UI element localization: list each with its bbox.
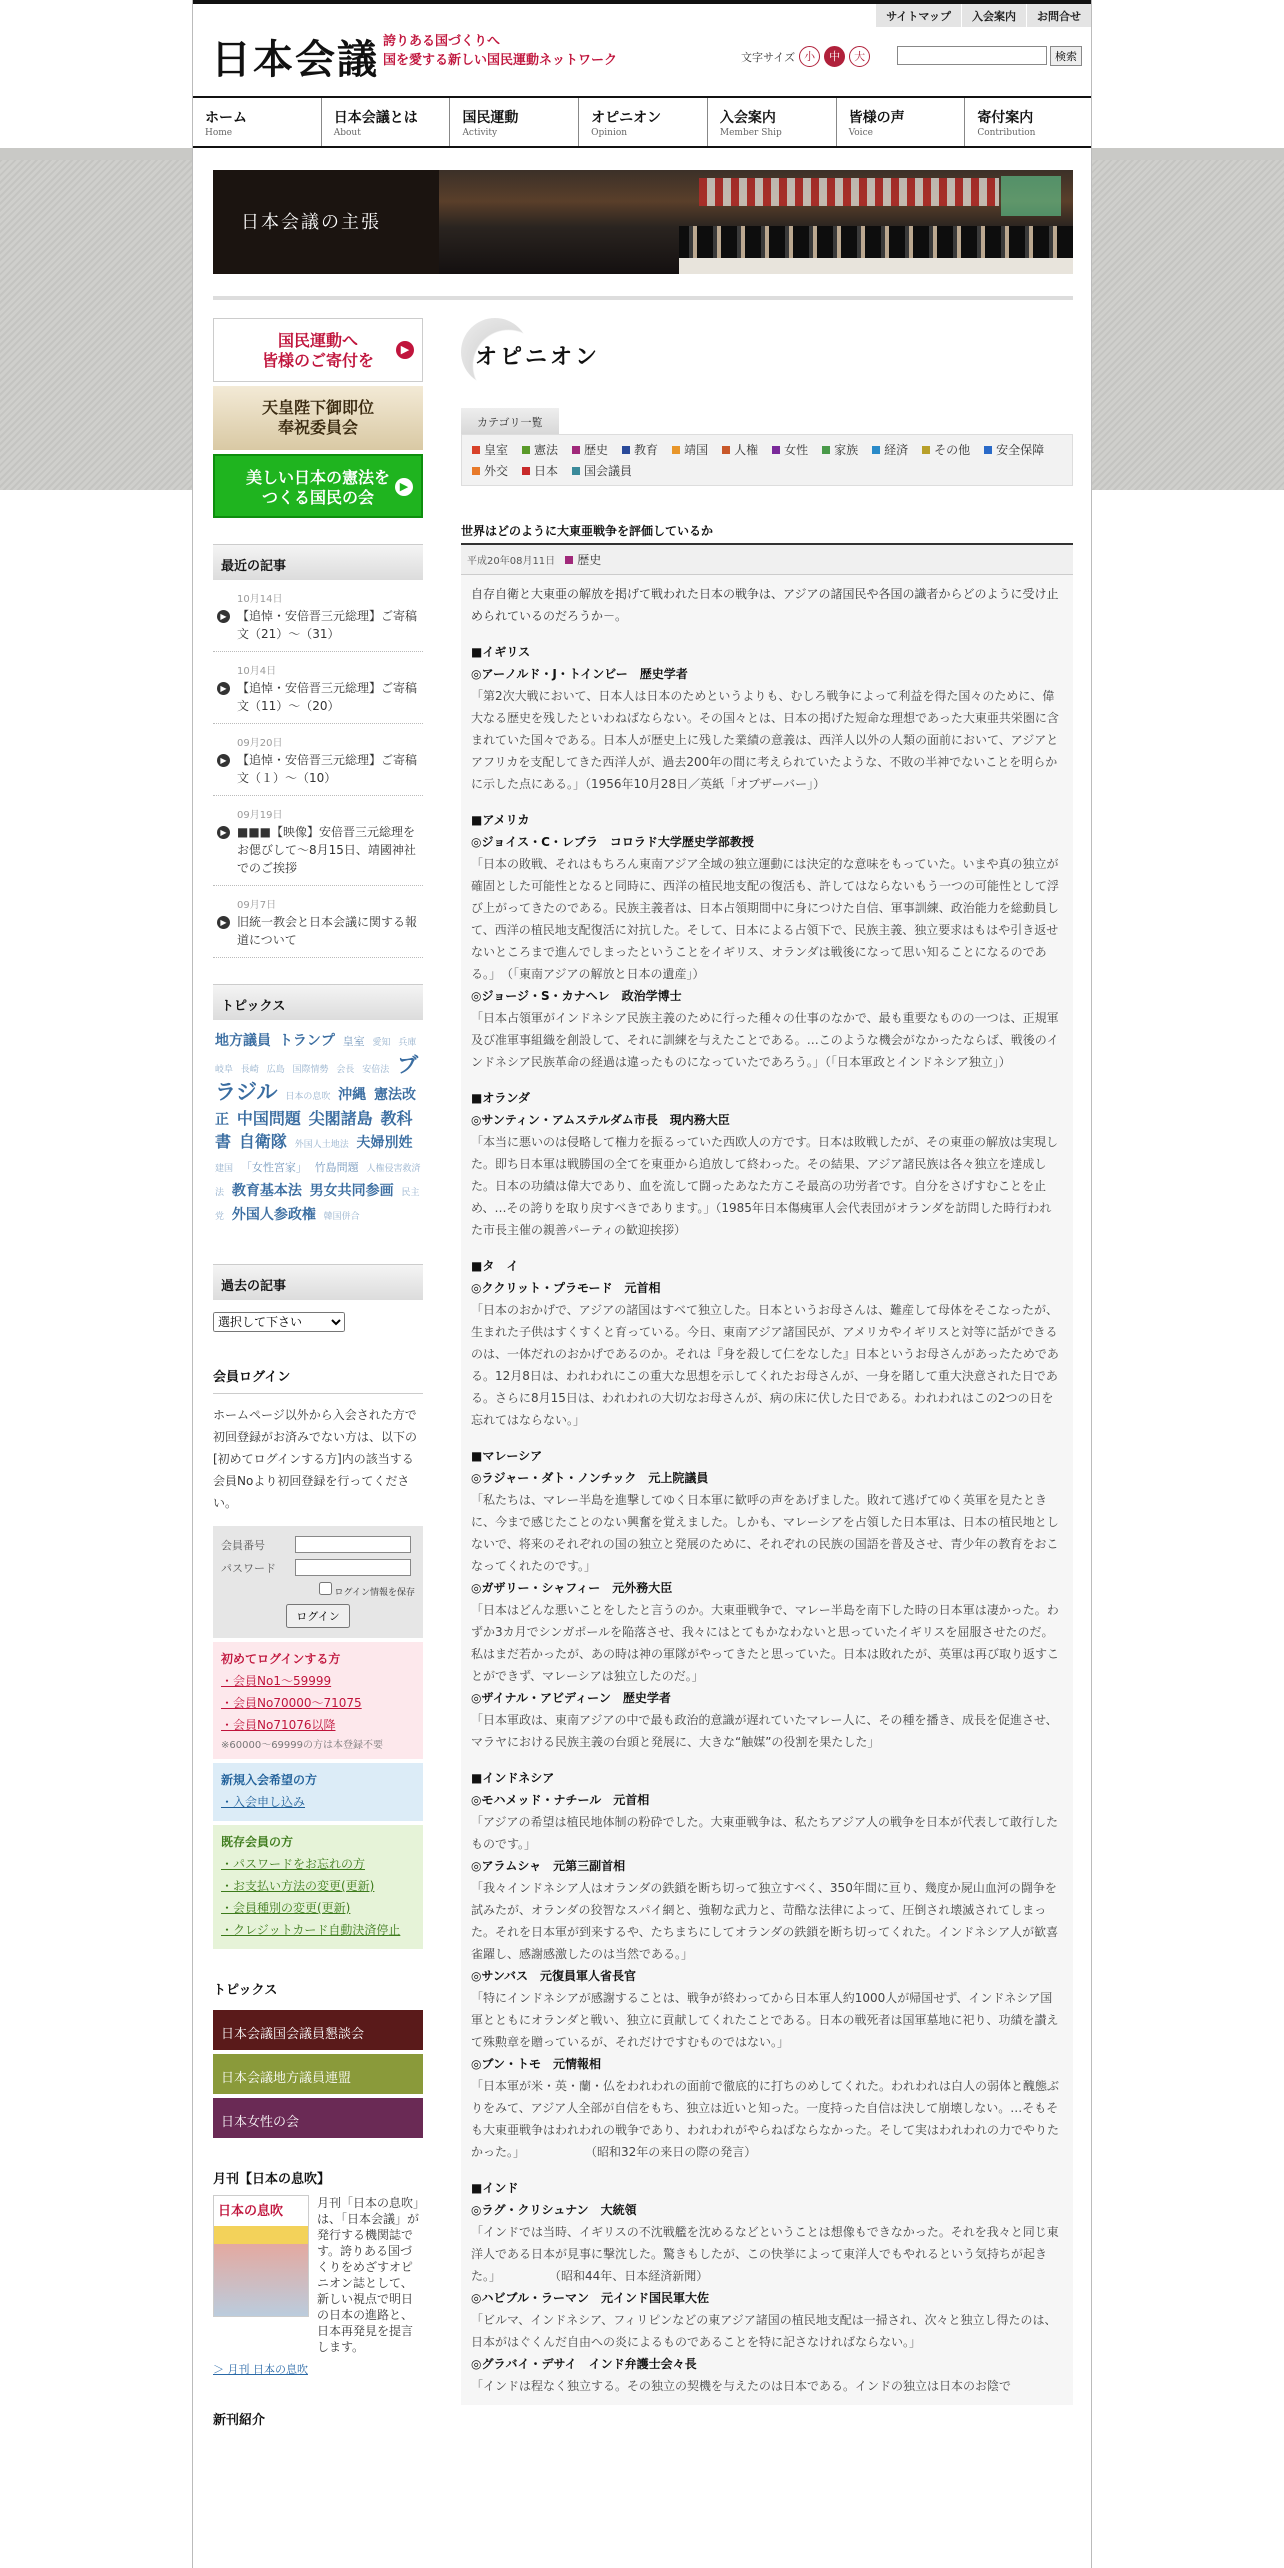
person-name: ◎ブン・トモ 元情報相: [471, 2057, 601, 2071]
quote-text: 「私たちは、マレー半島を進撃してゆく日本軍に歓呼の声をあげました。敗れて逃げてゆく英軍を見たときに、今まで感じたことのない興奮を覚えました。しかも、マレーシアを占領した日本軍は、日本の植民地としないで、将来のそれぞれの国の独立と発展のために、それぞれの民族の国語を普及させ、青少年の教育をおこなってくれたのです。」: [471, 1493, 1059, 1573]
category-item[interactable]: [522, 462, 558, 479]
topic-tag[interactable]: 教科書: [215, 1109, 413, 1151]
nav-sublabel: About: [333, 128, 361, 138]
new-member-box: [213, 1763, 423, 1821]
nav-activity[interactable]: [450, 98, 579, 146]
magazine-cover-title: 日本の息吹: [218, 2204, 284, 2219]
past-archive-select[interactable]: [213, 1312, 345, 1332]
sidebar: [213, 318, 423, 2428]
magazine-link[interactable]: ＞ 月刊 日本の息吹: [213, 2363, 308, 2376]
magazine-heading: 月刊【日本の息吹】: [213, 2172, 331, 2187]
arrow-circle-icon: ▶: [217, 916, 230, 929]
banner-line: つくる国民の会: [261, 488, 374, 507]
topic-tag[interactable]: 皇室: [342, 1035, 365, 1048]
member-id-label: 会員番号: [221, 1538, 265, 1552]
nav-sublabel: Activity: [462, 128, 498, 138]
login-description: ホームページ以外から入会された方で初回登録がお済みでない方は、以下の[初めてログインする方]内の該当する会員Noより初回登録を行ってください。: [213, 1408, 418, 1510]
nav-label: 入会案内: [719, 110, 776, 126]
category-square-icon: [672, 446, 680, 454]
category-square-icon: [522, 446, 530, 454]
topic-tag[interactable]: 外国人土地法: [294, 1140, 349, 1150]
page: [192, 0, 1092, 2568]
donation-banner[interactable]: [213, 318, 423, 382]
recent-item[interactable]: [213, 652, 423, 724]
first-login-link[interactable]: ・会員No71076以降: [221, 1718, 336, 1732]
apply-link[interactable]: ・入会申し込み: [221, 1795, 306, 1809]
nav-label: 皆様の声: [848, 110, 905, 126]
banner-line: 天皇陛下御即位: [261, 398, 374, 417]
person-name: ◎ラジャー・ダト・ノンチック 元上院議員: [471, 1471, 709, 1485]
tagline-line-2: 国を愛する新しい国民運動ネットワーク: [383, 53, 618, 68]
nav-contribution[interactable]: [965, 98, 1092, 146]
country-heading: ■マレーシア: [471, 1449, 543, 1463]
main-nav: [193, 96, 1092, 148]
nav-sublabel: Opinion: [591, 128, 628, 138]
category-label: 教育: [634, 443, 659, 457]
quote-text: 「日本の敗戦、それはもちろん東南アジア全域の独立運動には決定的な意味をもっていた。いまや真の独立が確固とした可能性となると同時に、西洋の植民地支配の復活も、許してはならないもう一つの可能性として浮び上がってきたのである。民族主義者は、日本占領期間中に身につけた自信、軍事訓練、政治能力を総動員して、西洋の植民地支配復活に対抗した。そして、日本による占領下で、民族主義、独立要求はもはや引き返せないところまで進んでしまったということをイギリス、オランダは戦後になって思い知ることになるのである。」 （「東南アジアの解放と日本の遺産」）: [471, 857, 1060, 981]
contact-link[interactable]: お問合せ: [1026, 4, 1091, 27]
recent-date: 10月14日: [237, 594, 283, 605]
nav-voice[interactable]: [837, 98, 966, 146]
category-label: 外交: [484, 464, 509, 478]
category-square-icon: [522, 467, 530, 475]
search-form: [897, 46, 1082, 66]
quote-text: 「我々インドネシア人はオランダの鉄鎖を断ち切って独立すべく、350年間に亘り、幾度か屍山血河の闘争を試みたが、オランダの狡智なスパイ網と、強靭な武力と、苛酷な法律によって、圧倒され壊滅されてしまった。それを日本軍が到来するや、たちまちにしてオランダの鉄鎖を断ち切ってくれた。インドネシア人が歓喜雀躍し、感謝感激したのは当然である。」: [471, 1881, 1059, 1961]
recent-item[interactable]: [213, 886, 423, 958]
category-label: 国会議員: [584, 464, 633, 478]
topic-banner-diet[interactable]: 日本会議国会議員懇談会: [213, 2010, 423, 2050]
search-input[interactable]: [897, 46, 1047, 65]
topics2: [213, 1979, 423, 2138]
category-square-icon: [722, 446, 730, 454]
quote-text: 「ビルマ、インドネシア、フィリピンなどの東アジア諸国の植民地支配は一掃され、次々と独立し得たのは、日本がはぐくんだ自由への炎によるものであることを特に記さなければならない。」: [471, 2313, 1057, 2349]
login-heading: 会員ログイン: [213, 1366, 423, 1394]
page-title: オピニオン: [475, 343, 601, 370]
constitution-banner[interactable]: [213, 454, 423, 518]
quote-text: 「第2次大戦において、日本人は日本のためというよりも、むしろ戦争によって利益を得た国々のために、偉大なる歴史を残したといわねばならない。その国々とは、日本の掲げた短命な理想であった大東亜共栄圏に含まれていた国々である。日本人が歴史上に残した業績の意義は、西洋人以外の人類の面前において、アジアとアフリカを支配してきた西洋人が、過去200年の間に考えられていたような、不敗の半神でないことを明らかに示した点にある。」（1956年10月28日／英紙「オブザーバー」）: [471, 689, 1059, 791]
first-login-heading: 初めてログインする方: [221, 1652, 341, 1666]
quote-text: 「日本占領軍がインドネシア民族主義のために行った種々の仕事のなかで、最も重要なものの一つは、正規軍及び准軍事組織を創設して、それに訓練を与えたことである。…このような機会がなかったならば、戦後のインドネシア民族革命の経過は違ったものになっていたであろう。」（「日本軍政とインドネシア独立」）: [471, 1011, 1059, 1069]
nav-about[interactable]: [322, 98, 451, 146]
nav-opinion[interactable]: [579, 98, 708, 146]
topic-tag[interactable]: 広島: [266, 1065, 285, 1075]
category-item[interactable]: [472, 441, 508, 458]
password-input[interactable]: [295, 1559, 411, 1576]
existing-member-heading: 既存会員の方: [221, 1835, 294, 1849]
magazine-cover[interactable]: [213, 2195, 309, 2317]
person-name: ◎サンティン・アムステルダム市長 現内務大臣: [471, 1113, 730, 1127]
utility-nav: [875, 4, 1091, 27]
topic-cloud: [213, 1020, 423, 1238]
category-item[interactable]: [622, 441, 658, 458]
quote-text: 「特にインドネシアが感謝することは、戦争が終わってから日本軍人約1000人が帰国せず、インドネシア国軍とともにオランダと戦い、独立に貢献してくれたことである。日本の戦死者は国軍墓地に祀り、功績を讃えて殊勲章を贈っているが、それだけですむものではない。」: [471, 1991, 1059, 2049]
category-item[interactable]: [522, 441, 558, 458]
first-login-note: ※60000～69999の方は本登録不要: [221, 1740, 384, 1751]
magazine-description: 月刊「日本の息吹」は、「日本会議」が発行する機関誌です。誇りある国づくりをめざすオピニオン誌として、新しい視点で明日の日本の進路と、日本再発見を提言します。: [317, 2196, 420, 2354]
person-name: ◎ククリット・プラモード 元首相: [471, 1281, 661, 1295]
category-label: 家族: [834, 443, 859, 457]
category-item[interactable]: [984, 441, 1044, 458]
recent-date: 09月19日: [237, 810, 283, 821]
country-heading: ■アメリカ: [471, 813, 530, 827]
topic-tag[interactable]: 沖縄: [338, 1087, 367, 1103]
existing-member-link[interactable]: ・会員種別の変更(更新): [221, 1901, 351, 1915]
category-tab[interactable]: カテゴリ一覧: [461, 408, 559, 434]
category-item[interactable]: [922, 441, 970, 458]
category-label: その他: [934, 443, 971, 457]
category-item[interactable]: [822, 441, 858, 458]
category-square-icon: [622, 446, 630, 454]
site-logo[interactable]: 日本会議: [211, 36, 379, 83]
category-square-icon: [572, 446, 580, 454]
remember-label: ログイン情報を保存: [334, 1588, 415, 1598]
category-square-icon: [822, 446, 830, 454]
magazine-block: [213, 2195, 423, 2355]
category-square-icon: [472, 446, 480, 454]
recent-item[interactable]: [213, 580, 423, 652]
nav-sublabel: Voice: [848, 128, 873, 138]
topic-tag[interactable]: 韓国併合: [323, 1212, 360, 1222]
category-label: 女性: [784, 443, 809, 457]
recent-date: 10月4日: [237, 666, 277, 677]
recent-title[interactable]: 【追悼・安倍晋三元総理】ご寄稿文（11）～（20）: [237, 681, 418, 713]
login-form: [213, 1526, 423, 1638]
person-name: ◎グラバイ・デサイ インド弁護士会々長: [471, 2357, 697, 2371]
first-login-link[interactable]: ・会員No1～59999: [221, 1674, 332, 1688]
opinion-header: [461, 318, 1073, 392]
topic-tag[interactable]: 「女性宮家」: [240, 1161, 307, 1174]
topic-tag[interactable]: 岐阜: [215, 1065, 234, 1075]
article-category-label: 歴史: [577, 553, 602, 567]
category-item[interactable]: [572, 441, 608, 458]
hero-title: 日本会議の主張: [241, 212, 381, 233]
quote-text: 「インドでは当時、イギリスの不沈戦艦を沈めるなどということは想像もできなかった。それを我々と同じ東洋人である日本が見事に撃沈した。驚きもしたが、この快挙によって東洋人でもやれるという気持ちが起きた。」 （昭和44年、日本経済新聞）: [471, 2225, 1059, 2283]
font-size-large-button[interactable]: 大: [849, 46, 870, 67]
topic-tag[interactable]: トランプ: [278, 1033, 335, 1049]
category-item[interactable]: [672, 441, 708, 458]
category-label: 日本: [534, 464, 559, 478]
topic-tag[interactable]: 会長: [336, 1065, 355, 1075]
topic-tag[interactable]: 長崎: [240, 1065, 259, 1075]
category-square-icon: [572, 467, 580, 475]
article-meta: [461, 545, 1073, 575]
person-name: ◎ジョージ・S・カナヘレ 政治学博士: [471, 989, 682, 1003]
quote-text: 「本当に悪いのは侵略して権力を振るっていた西欧人の方です。日本は敗戦したが、その東亜の解放は実現した。即ち日本軍は戦勝国の全てを東亜から追放して終わった。その結果、アジア諸民族は各々独立を達成した。日本の功績は偉大であり、血を流して闘ったあなた方こそ最高の功労者です。自分をさげすむことを止め、…その誇りを取り戻すべきであります。」（1985年日本傷痍軍人会代表団がオランダを訪問した時行われた市長主催の親善パーティの歓迎挨拶）: [471, 1135, 1059, 1237]
banner-line: 美しい日本の憲法を: [245, 468, 390, 487]
nav-home[interactable]: [193, 98, 322, 146]
topic-tag[interactable]: 教育基本法: [231, 1183, 302, 1199]
person-name: ◎アーノルド・J・トインビー 歴史学者: [471, 667, 688, 681]
font-size-medium-button[interactable]: 中: [824, 46, 845, 67]
person-name: ◎ジョイス・C・レブラ コロラド大学歴史学部教授: [471, 835, 754, 849]
category-square-icon: [984, 446, 992, 454]
quote-text: 「日本のおかげで、アジアの諸国はすべて独立した。日本というお母さんは、難産して母体をそこなったが、生まれた子供はすくすくと育っている。今日、東南アジア諸国民が、アメリカやイギリスと対等に話ができるのは、一体だれのおかげであるのか。それは『身を殺して仁をなした』日本というお母さんがあったためである。12月8日は、われわれにこの重大な思想を示してくれたお母さんが、一身を賭して重大決意された日である。さらに8月15日は、われわれの大切なお母さんが、病の床に伏した日である。われわれはこの2つの日を忘れてはならない。」: [471, 1303, 1059, 1427]
quote-text: 「アジアの希望は植民地体制の粉砕でした。大東亜戦争は、私たちアジア人の戦争を日本が代表して敢行したものです。」: [471, 1815, 1059, 1851]
topics2-heading: トピックス: [213, 1983, 278, 1998]
person-name: ◎ザイナル・アビディーン 歴史学者: [471, 1691, 671, 1705]
nav-label: 寄付案内: [977, 110, 1034, 126]
existing-member-link[interactable]: ・パスワードをお忘れの方: [221, 1857, 366, 1871]
recent-item[interactable]: [213, 724, 423, 796]
category-square-icon: [872, 446, 880, 454]
topic-tag[interactable]: 地方議員: [215, 1033, 271, 1049]
country-heading: ■インド: [471, 2181, 519, 2195]
topic-banner-women[interactable]: 日本女性の会: [213, 2098, 423, 2138]
password-label: パスワード: [221, 1561, 276, 1575]
quote-text: 「日本はどんな悪いことをしたと言うのか。大東亜戦争で、マレー半島を南下した時の日本軍は凄かった。わずか3カ月でシンガポールを陥落させ、我々にはとてもかなわないと思っていたイギリスを屈服させたのだ。私はまだ若かったが、あの時は神の軍隊がやってきたと思っていた。日本は敗れたが、英軍は再び取り返すことができず、マレーシアは独立したのだ。」: [471, 1603, 1060, 1683]
topic-tag[interactable]: 自衛隊: [238, 1132, 287, 1151]
recent-date: 09月7日: [237, 900, 277, 911]
topic-tag[interactable]: 竹島問題: [314, 1161, 359, 1174]
enthronement-banner[interactable]: [213, 386, 423, 450]
nav-label: 日本会議とは: [333, 110, 418, 126]
country-heading: ■タ イ: [471, 1259, 519, 1273]
member-id-input[interactable]: [295, 1536, 411, 1553]
recent-date: 09月20日: [237, 738, 283, 749]
new-member-heading: 新規入会希望の方: [221, 1773, 318, 1787]
recent-list: [213, 580, 423, 958]
recent-item[interactable]: [213, 796, 423, 886]
category-label: 憲法: [534, 443, 559, 457]
category-square-icon: [565, 556, 573, 564]
arrow-circle-icon: ▶: [217, 754, 230, 767]
search-button[interactable]: 検索: [1050, 46, 1082, 66]
topic-tag[interactable]: 尖閣諸島: [308, 1109, 373, 1128]
recent-title[interactable]: ■■■【映像】安倍晋三元総理をお偲びして～8月15日、靖國神社でのご挨拶: [237, 825, 416, 875]
article-date: 平成20年08月11日: [467, 556, 556, 567]
topics-heading: トピックス: [213, 984, 423, 1020]
nav-label: ホーム: [205, 110, 247, 126]
nav-membership[interactable]: [708, 98, 837, 146]
quote-text: 「日本軍政は、東南アジアの中で最も政治的意識が遅れていたマレー人に、その種を播き、成長を促進させ、マラヤにおける民族主義の台頭と発展に、大きな“触媒”の役割を果たした」: [471, 1713, 1058, 1749]
banner-line: 皆様のご寄付を: [261, 351, 374, 370]
topic-tag[interactable]: 兵庫: [398, 1038, 417, 1048]
arrow-circle-icon: ▶: [217, 826, 230, 839]
person-name: ◎アラムシャ 元第三副首相: [471, 1859, 626, 1873]
topic-tag[interactable]: 国際情勢: [292, 1065, 329, 1075]
category-square-icon: [472, 467, 480, 475]
topic-tag[interactable]: 安倍法: [362, 1065, 390, 1075]
article-category[interactable]: [565, 551, 601, 568]
arrow-right-icon: ▶: [395, 478, 413, 496]
existing-member-link[interactable]: ・クレジットカード自動決済停止: [221, 1923, 401, 1937]
topic-tag[interactable]: 建国: [215, 1164, 234, 1174]
category-item[interactable]: [722, 441, 758, 458]
country-heading: ■イギリス: [471, 645, 531, 659]
category-item[interactable]: [572, 462, 632, 479]
topic-tag[interactable]: 中国問題: [236, 1109, 301, 1128]
topic-tag[interactable]: 夫婦別姓: [356, 1135, 413, 1151]
topic-tag[interactable]: 外国人参政権: [231, 1207, 316, 1223]
new-books-heading: 新刊紹介: [213, 2413, 266, 2428]
category-square-icon: [772, 446, 780, 454]
arrow-circle-icon: ▶: [217, 682, 230, 695]
existing-member-box: [213, 1825, 423, 1949]
person-name: ◎モハメッド・ナチール 元首相: [471, 1793, 650, 1807]
recent-heading: 最近の記事: [213, 544, 423, 580]
person-name: ◎ラグ・クリシュナン 大統領: [471, 2203, 637, 2217]
person-name: ◎ガザリー・シャフィー 元外務大臣: [471, 1581, 673, 1595]
first-login-box: [213, 1642, 423, 1759]
nav-label: オピニオン: [591, 110, 662, 126]
topic-tag[interactable]: 民主党: [215, 1188, 420, 1222]
category-label: 経済: [884, 443, 909, 457]
category-label: 歴史: [584, 443, 609, 457]
font-size-control: [741, 46, 870, 67]
category-list: [461, 434, 1073, 486]
login-button[interactable]: ログイン: [286, 1604, 349, 1628]
quote-text: 「日本軍が米・英・蘭・仏をわれわれの面前で徹底的に打ちのめしてくれた。われわれは白人の弱体と醜態ぶりをみて、アジア人全部が自信をもち、独立は近いと知った。一度持った自信は決して崩壊しない。…そもそも大東亜戦争はわれわれの戦争であり、われわれがやらねばならなかった。そして実はわれわれの力でやりたかった。」 （昭和32年の来日の際の発言）: [471, 2079, 1060, 2159]
category-item[interactable]: [472, 462, 508, 479]
nav-sublabel: Contribution: [977, 128, 1036, 138]
recent-title[interactable]: 旧統一教会と日本会議に関する報道について: [237, 915, 418, 947]
article-title[interactable]: 世界はどのように大東亜戦争を評価しているか: [461, 522, 1073, 545]
remember-checkbox[interactable]: [319, 1582, 332, 1595]
category-item[interactable]: [872, 441, 908, 458]
tagline-line-1: 誇りある国づくりへ: [383, 34, 501, 49]
recent-title[interactable]: 【追悼・安倍晋三元総理】ご寄稿文（１）～（10）: [237, 753, 418, 785]
existing-member-link[interactable]: ・お支払い方法の変更(更新): [221, 1879, 375, 1893]
arrow-right-icon: ▶: [396, 341, 414, 359]
country-heading: ■オランダ: [471, 1091, 530, 1105]
sitemap-link[interactable]: サイトマップ: [875, 4, 961, 27]
nav-sublabel: Member Ship: [719, 128, 782, 138]
hero-banner: [213, 170, 1073, 274]
hero-photo: [439, 170, 1073, 274]
quote-text: 「インドは程なく独立する。その独立の契機を与えたのは日本である。インドの独立は日本のお陰で: [471, 2379, 1012, 2393]
country-heading: ■インドネシア: [471, 1771, 555, 1785]
font-size-small-button[interactable]: 小: [799, 46, 820, 67]
topic-banner-local[interactable]: 日本会議地方議員連盟: [213, 2054, 423, 2094]
divider: [213, 296, 1073, 300]
site-tagline: [383, 32, 617, 70]
nav-label: 国民運動: [462, 110, 519, 126]
nav-sublabel: Home: [205, 128, 233, 138]
article-intro: 自存自衛と大東亜の解放を掲げて戦われた日本の戦争は、アジアの諸国民や各国の識者からどのように受け止められているのだろうか－。: [471, 587, 1059, 623]
topic-tag[interactable]: 男女共同参画: [309, 1183, 394, 1199]
category-label: 靖国: [684, 443, 709, 457]
category-square-icon: [922, 446, 930, 454]
topic-tag[interactable]: 日本の息吹: [285, 1092, 331, 1102]
topic-tag[interactable]: 人権侵害救済法: [215, 1164, 421, 1198]
topic-tag[interactable]: ブラジル: [215, 1053, 419, 1104]
category-label: 安全保障: [996, 443, 1045, 457]
article-body: [461, 575, 1073, 2405]
topic-tag[interactable]: 愛知: [372, 1038, 391, 1048]
main-content: [461, 318, 1073, 2405]
category-label: 人権: [734, 443, 759, 457]
recent-title[interactable]: 【追悼・安倍晋三元総理】ご寄稿文（21）～（31）: [237, 609, 418, 641]
person-name: ◎ハビブル・ラーマン 元インド国民軍大佐: [471, 2291, 709, 2305]
arrow-circle-icon: ▶: [217, 610, 230, 623]
past-heading: 過去の記事: [213, 1264, 423, 1300]
topic-tag[interactable]: 憲法改正: [215, 1087, 416, 1128]
membership-link[interactable]: 入会案内: [961, 4, 1026, 27]
banner-line: 国民運動へ: [277, 331, 358, 350]
banner-line: 奉祝委員会: [277, 418, 358, 437]
category-item[interactable]: [772, 441, 808, 458]
person-name: ◎サンバス 元復員軍人省長官: [471, 1969, 637, 1983]
font-size-label: 文字サイズ: [741, 50, 796, 64]
category-label: 皇室: [484, 443, 509, 457]
first-login-link[interactable]: ・会員No70000～71075: [221, 1696, 362, 1710]
